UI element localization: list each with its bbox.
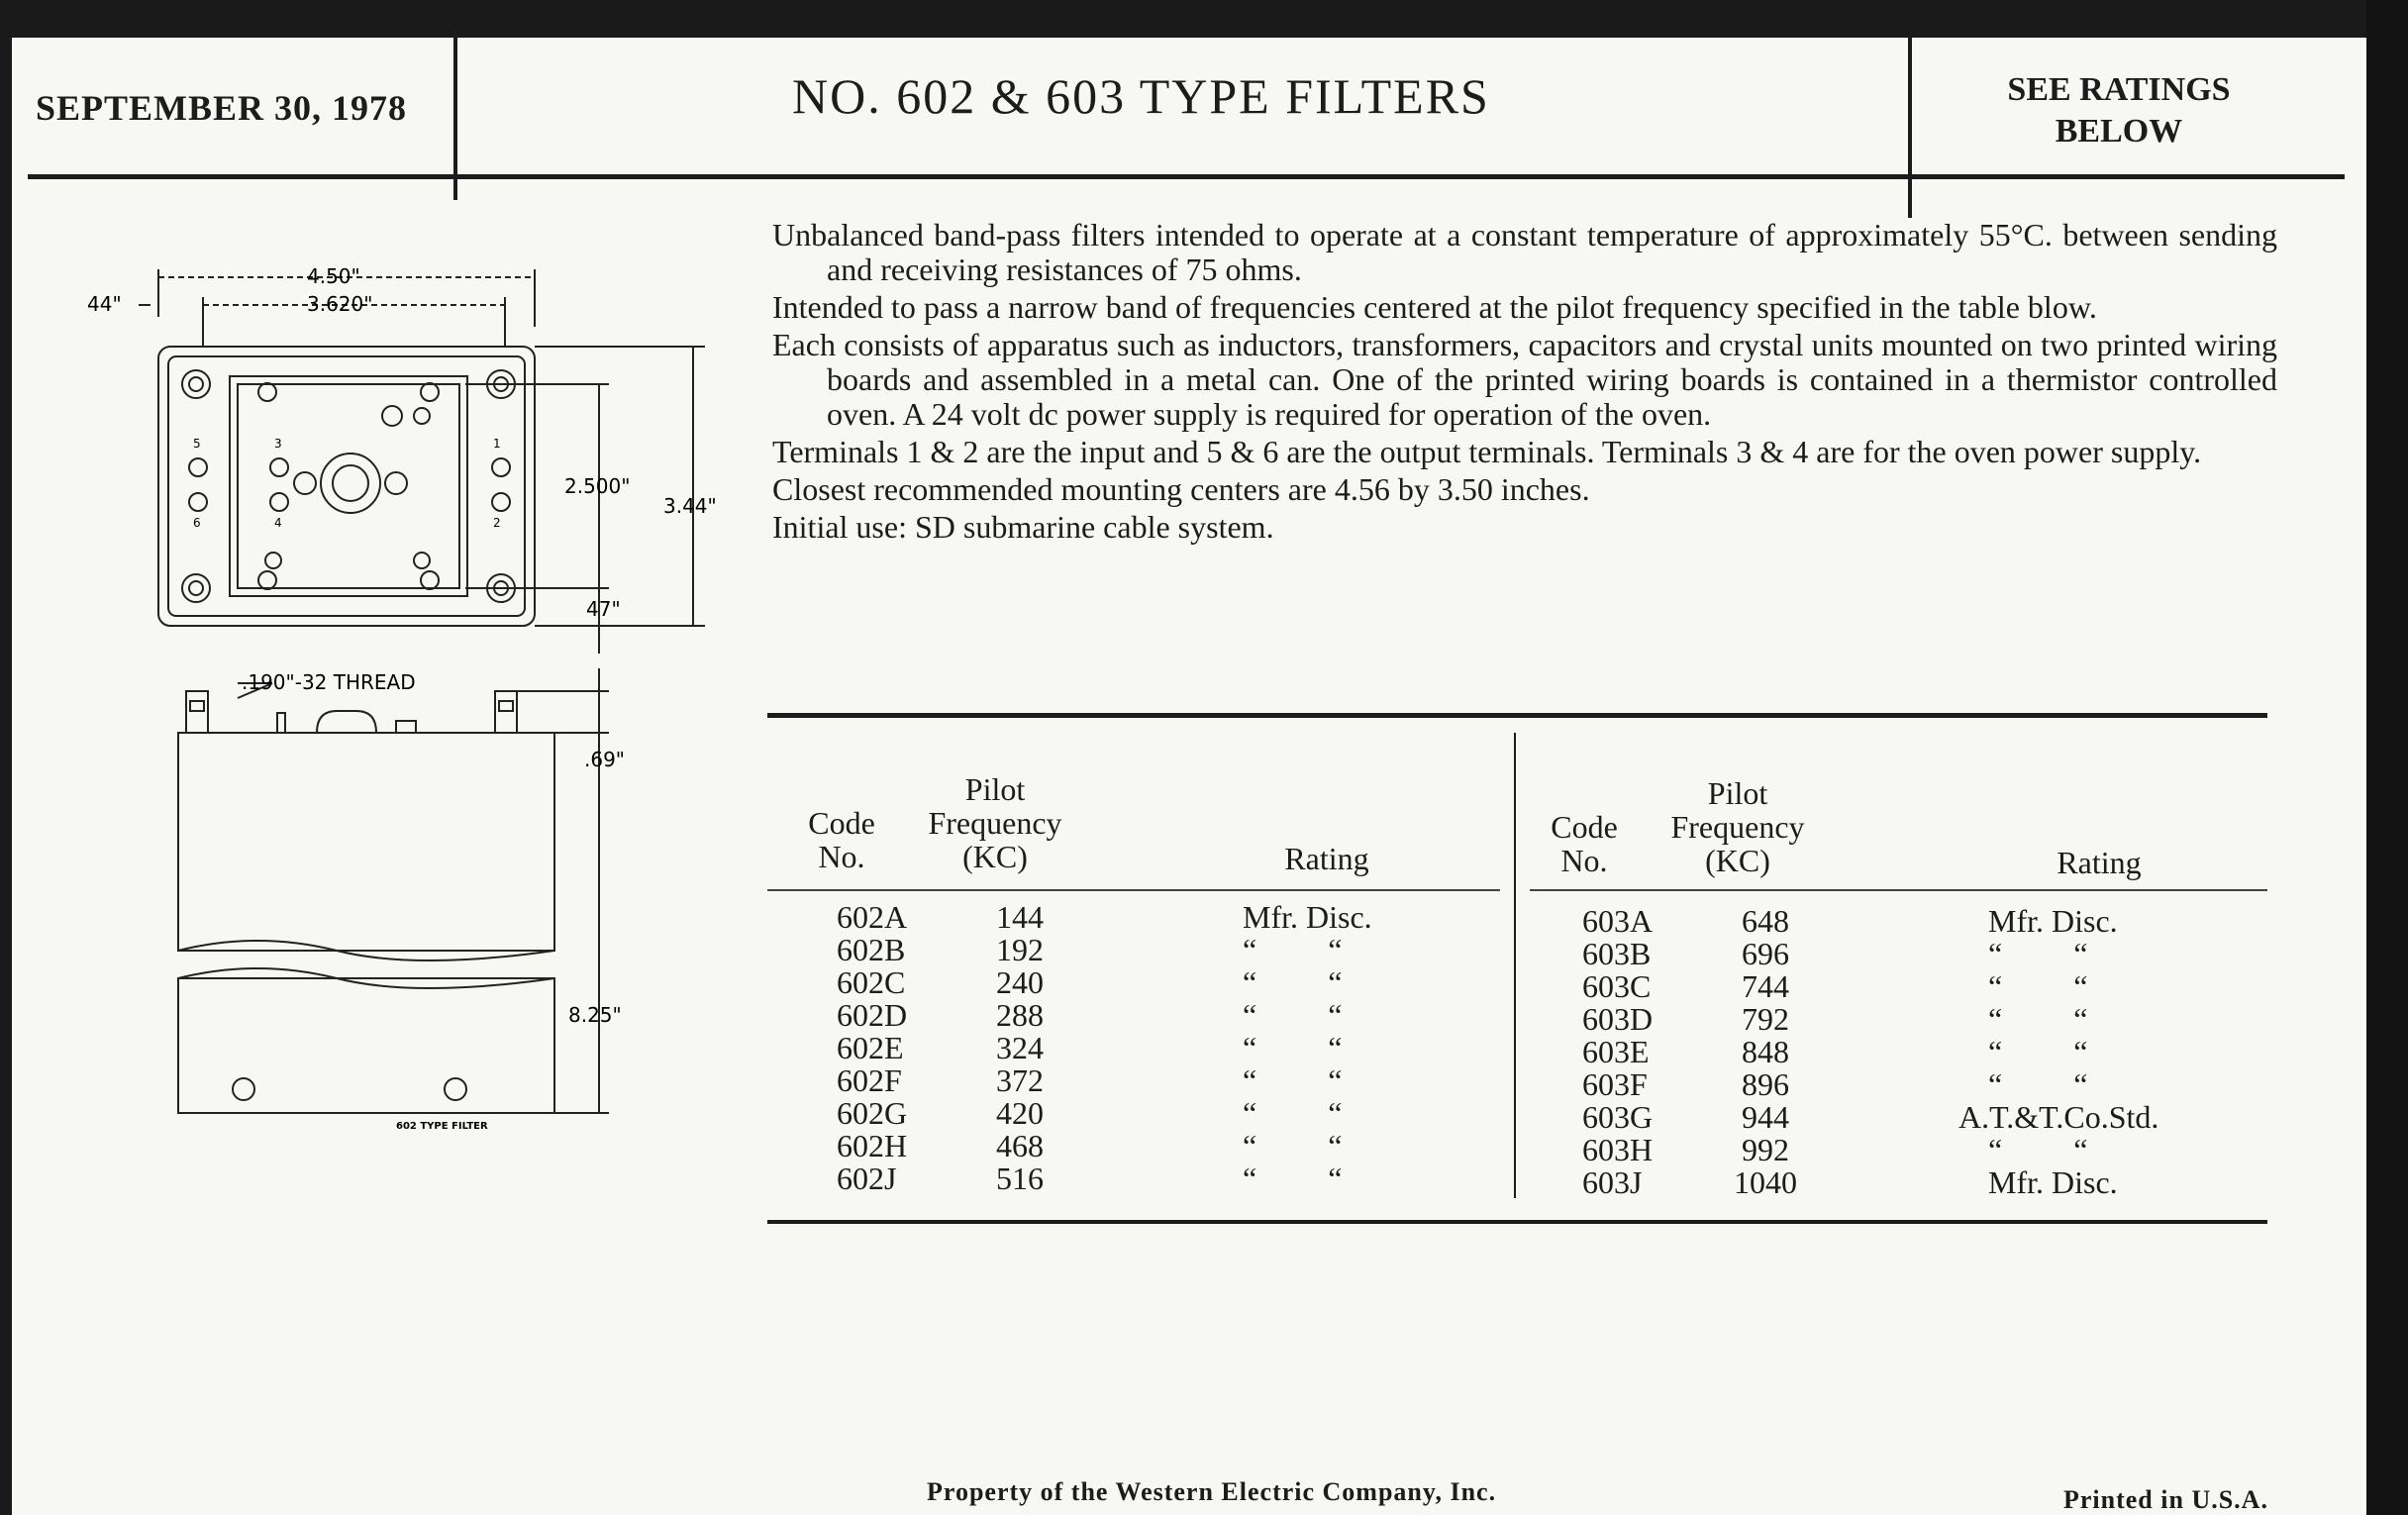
freq-cell: 896	[1742, 1066, 1789, 1102]
code-cell: 602H	[837, 1128, 908, 1163]
footer-printed: Printed in U.S.A.	[2063, 1485, 2268, 1514]
code-cell: 603F	[1582, 1066, 1648, 1102]
freq-cell: 144	[996, 899, 1044, 935]
freq-cell: 1040	[1734, 1164, 1797, 1200]
code-cell: 603C	[1582, 968, 1652, 1004]
header-pilot	[1639, 776, 1837, 877]
header-code-line: Code	[1551, 809, 1618, 845]
dim-height-inner-label: 2.500"	[564, 474, 631, 498]
header-rating: Rating	[2057, 845, 2142, 880]
description-paragraph: Initial use: SD submarine cable system.	[772, 509, 1274, 545]
code-cell: 602A	[837, 899, 908, 935]
freq-cell: 288	[996, 997, 1044, 1033]
terminal-label: 6	[193, 516, 201, 530]
table-row	[837, 901, 1480, 934]
rating-cell: “ “	[1243, 1128, 1343, 1163]
left-rows	[837, 901, 1480, 1195]
table-row	[1582, 1101, 2226, 1134]
description-paragraph: Unbalanced band-pass filters intended to operate at a constant temperature of approximately 55°C. between sending and receiving resistances of 75 ohms.	[772, 217, 2277, 287]
freq-cell: 696	[1742, 936, 1789, 971]
dim-offset-label: 44"	[87, 292, 122, 316]
header-code-line: No.	[1560, 843, 1608, 878]
drawing-caption: 602 TYPE FILTER	[396, 1121, 488, 1132]
header-pilot-line: Pilot	[1707, 775, 1768, 811]
table-center-rule	[1514, 733, 1516, 1198]
rating-cell: “ “	[1988, 1001, 2088, 1037]
table-row	[837, 966, 1480, 999]
ratings-table	[767, 713, 2267, 1238]
filter-drawing	[40, 218, 752, 1248]
table-row	[837, 1130, 1480, 1162]
freq-cell: 944	[1742, 1099, 1789, 1135]
rating-cell: “ “	[1988, 968, 2088, 1004]
code-cell: 603G	[1582, 1099, 1654, 1135]
header-rating-note	[1970, 69, 2267, 152]
freq-cell: 792	[1742, 1001, 1789, 1037]
header-divider	[1908, 36, 1912, 218]
rating-cell: “ “	[1988, 1066, 2088, 1102]
table-row	[837, 1162, 1480, 1195]
code-cell: 602E	[837, 1030, 904, 1065]
header-pilot	[896, 772, 1094, 873]
dim-width-label: 4.50"	[307, 264, 360, 288]
table-row	[1582, 970, 2226, 1003]
rating-cell: “ “	[1243, 997, 1343, 1033]
freq-cell: 240	[996, 964, 1044, 1000]
rating-cell: “ “	[1243, 1030, 1343, 1065]
freq-cell: 648	[1742, 903, 1789, 939]
code-cell: 602C	[837, 964, 906, 1000]
rating-cell: “ “	[1243, 1161, 1343, 1196]
description-paragraph: Intended to pass a narrow band of frequencies centered at the pilot frequency specified in the table blow.	[772, 289, 2097, 325]
freq-cell: 372	[996, 1062, 1044, 1098]
dim-inner-label: 3.620"	[307, 292, 373, 316]
table-row	[837, 934, 1480, 966]
code-cell: 602G	[837, 1095, 908, 1131]
table-row	[1582, 1134, 2226, 1166]
freq-cell: 516	[996, 1161, 1044, 1196]
header-pilot-line: (KC)	[1705, 843, 1770, 878]
rating-cell: Mfr. Disc.	[1243, 899, 1372, 935]
rating-cell: “ “	[1243, 964, 1343, 1000]
dim-terminal-label: .69"	[584, 748, 626, 771]
code-cell: 603H	[1582, 1132, 1654, 1167]
scan-border-top	[0, 0, 2408, 38]
header-pilot-line: Frequency	[1670, 809, 1805, 845]
table-row	[1582, 938, 2226, 970]
table-bottom-rule	[767, 1220, 2267, 1224]
header-pilot-line: (KC)	[962, 839, 1028, 874]
table-top-rule	[767, 713, 2267, 718]
table-header-rule	[1530, 889, 2267, 891]
code-cell: 603D	[1582, 1001, 1654, 1037]
rating-cell: “ “	[1243, 932, 1343, 967]
code-cell: 603A	[1582, 903, 1654, 939]
table-row	[1582, 1166, 2226, 1199]
filter-drawing-svg	[40, 218, 752, 1248]
page-title: NO. 602 & 603 TYPE FILTERS	[792, 68, 1490, 124]
code-cell: 602B	[837, 932, 906, 967]
freq-cell: 744	[1742, 968, 1789, 1004]
scan-border-right	[2366, 0, 2408, 1515]
table-row	[1582, 1003, 2226, 1036]
freq-cell: 192	[996, 932, 1044, 967]
table-row	[837, 1097, 1480, 1130]
table-row	[837, 1032, 1480, 1064]
freq-cell: 848	[1742, 1034, 1789, 1069]
header-rule	[28, 174, 2345, 179]
code-cell: 603B	[1582, 936, 1652, 971]
header-date: SEPTEMBER 30, 1978	[36, 88, 408, 128]
header-code-line: Code	[808, 805, 875, 841]
terminal-label: 3	[274, 437, 282, 451]
description-paragraph: Each consists of apparatus such as inductors, transformers, capacitors and crystal units mounted on two printed wiring boards and assembled in a metal can. One of the printed wiring boards is contained in a thermistor controlled oven. A 24 volt dc power supply is required for operation of the oven.	[772, 327, 2277, 432]
code-cell: 603J	[1582, 1164, 1643, 1200]
code-cell: 603E	[1582, 1034, 1650, 1069]
table-header-rule	[767, 889, 1500, 891]
table-row	[1582, 1036, 2226, 1068]
rating-cell: Mfr. Disc.	[1988, 1164, 2118, 1200]
description-paragraph: Closest recommended mounting centers are 4.56 by 3.50 inches.	[772, 471, 1590, 507]
description	[772, 218, 2277, 548]
terminal-label: 5	[193, 437, 201, 451]
table-row	[1582, 905, 2226, 938]
terminal-label: 1	[493, 437, 501, 451]
rating-cell: “ “	[1243, 1062, 1343, 1098]
rating-cell: “ “	[1988, 936, 2088, 971]
code-cell: 602F	[837, 1062, 902, 1098]
code-cell: 602J	[837, 1161, 897, 1196]
table-row	[1582, 1068, 2226, 1101]
terminal-label: 4	[274, 516, 282, 530]
rating-cell: “ “	[1988, 1034, 2088, 1069]
rating-cell: Mfr. Disc.	[1988, 903, 2118, 939]
header-pilot-line: Pilot	[964, 771, 1026, 807]
header-rating: Rating	[1284, 841, 1369, 876]
freq-cell: 324	[996, 1030, 1044, 1065]
thread-label: .190"-32 THREAD	[242, 670, 416, 694]
header-pilot-line: Frequency	[928, 805, 1062, 841]
rating-cell: A.T.&T.Co.Std.	[1958, 1099, 2159, 1135]
footer-property: Property of the Western Electric Company, Inc.	[927, 1477, 1497, 1506]
header-code	[787, 806, 896, 873]
freq-cell: 992	[1742, 1132, 1789, 1167]
dim-height-label: 3.44"	[663, 494, 717, 518]
description-paragraph: Terminals 1 & 2 are the input and 5 & 6 are the output terminals. Terminals 3 & 4 are for the oven power supply.	[772, 434, 2202, 469]
rating-cell: “ “	[1243, 1095, 1343, 1131]
table-row	[837, 1064, 1480, 1097]
table-row	[837, 999, 1480, 1032]
header-rating-line: SEE RATINGS	[2007, 71, 2231, 108]
code-cell: 602D	[837, 997, 908, 1033]
rating-cell: “ “	[1988, 1132, 2088, 1167]
header-code	[1530, 810, 1639, 877]
header-code-line: No.	[818, 839, 865, 874]
dim-bottom-label: 47"	[586, 597, 621, 621]
header-rating-line: BELOW	[2055, 113, 2183, 150]
dim-can-label: 8.25"	[568, 1003, 622, 1027]
freq-cell: 468	[996, 1128, 1044, 1163]
freq-cell: 420	[996, 1095, 1044, 1131]
terminal-label: 2	[493, 516, 501, 530]
right-rows	[1582, 905, 2226, 1199]
